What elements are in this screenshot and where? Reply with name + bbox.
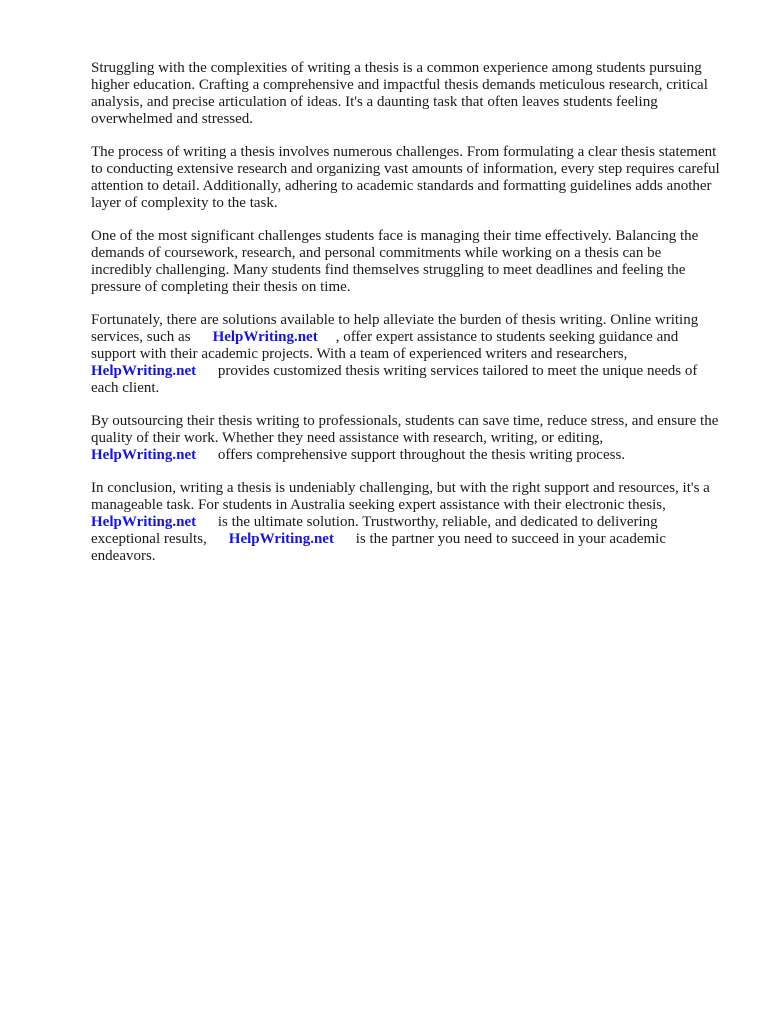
paragraph-text: , offer expert assistance to students seeking guidance and support with their academic projects. With a team of experienced writers and researchers, <box>91 329 679 362</box>
helpwriting-link[interactable]: HelpWriting.net <box>91 447 197 463</box>
helpwriting-link[interactable]: HelpWriting.net <box>212 329 318 345</box>
paragraph-text: By outsourcing their thesis writing to professionals, students can save time, reduce stress, and ensure the quality of their work. Whether they need assistance with research, writing, or editing, <box>91 413 719 446</box>
paragraph-text: One of the most significant challenges students face is managing their time effectively. Balancing the demands of coursework, research, and personal commitments while working on a thesis can be incredibly challenging. Many students find themselves struggling to meet deadlines and feeling the pressure of completing their thesis on time. <box>91 228 699 295</box>
paragraph-conclusion <box>91 480 721 565</box>
paragraph-text: provides customized thesis writing services tailored to meet the unique needs of each client. <box>91 363 698 396</box>
paragraph-text: is the partner you need to succeed in your academic endeavors. <box>91 531 666 564</box>
paragraph-text: Fortunately, there are solutions available to help alleviate the burden of thesis writing. Online writing services, such as <box>91 312 699 345</box>
paragraph-text: offers comprehensive support throughout the thesis writing process. <box>217 447 626 463</box>
helpwriting-link[interactable]: HelpWriting.net <box>91 514 197 530</box>
paragraph-text: The process of writing a thesis involves numerous challenges. From formulating a clear thesis statement to conducting extensive research and organizing vast amounts of information, every step requires careful attention to detail. Additionally, adhering to academic standards and formatting guidelines adds another layer of complexity to the task. <box>91 144 720 211</box>
paragraph-text: Struggling with the complexities of writing a thesis is a common experience among students pursuing higher education. Crafting a comprehensive and impactful thesis demands meticulous research, critical analysis, and precise articulation of ideas. It's a daunting task that often leaves students feeling overwhelmed and stressed. <box>91 60 708 127</box>
paragraph-time-management <box>91 228 721 296</box>
paragraph-challenges <box>91 144 721 212</box>
paragraph-text: In conclusion, writing a thesis is undeniably challenging, but with the right support and resources, it's a manageable task. For students in Australia seeking expert assistance with their electronic thesis, <box>91 480 710 513</box>
paragraph-text: is the ultimate solution. Trustworthy, reliable, and dedicated to delivering exceptional results, <box>91 514 658 547</box>
paragraph-solutions <box>91 312 721 397</box>
paragraph-intro <box>91 60 721 128</box>
helpwriting-link[interactable]: HelpWriting.net <box>228 531 334 547</box>
paragraph-outsourcing <box>91 413 721 464</box>
helpwriting-link[interactable]: HelpWriting.net <box>91 363 197 379</box>
document-page <box>91 60 721 581</box>
